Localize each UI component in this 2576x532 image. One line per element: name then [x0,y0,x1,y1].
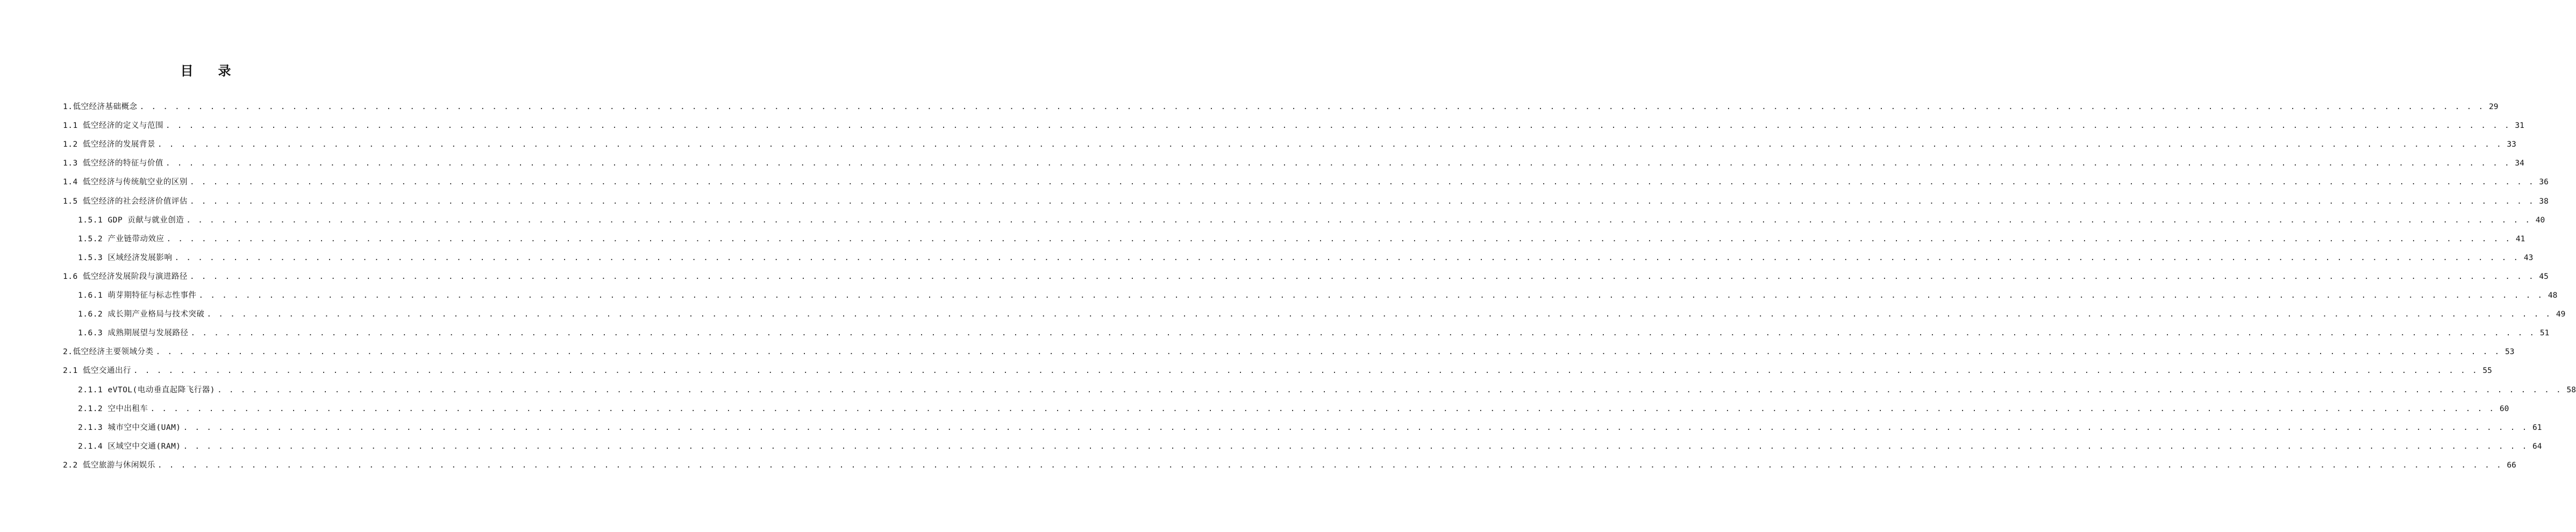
toc-title [0,60,411,79]
toc-entry[interactable] [63,176,2549,188]
toc-entry[interactable] [78,233,2525,245]
toc-entry-page-number: 41 [2515,234,2525,243]
toc-leader-dots: . . . . . . . . . . . . . . . . . . . . . . . . . . . . . . . . . . . . . . . . . . . . . . . . . . . . . . . . . . . . . . . . . . . . . . . . . . . . . . . . . . . . . . . . . . . . . . . . . . . . . . . . . . . . . . . . . . . . . . . . . . . . . . . . . . . . . . . . . . . . . . . . . . . . . . . . . . . . . . . . . . . . . . . . . . . . . . . . . . . . . . . . . . . . . . . . . . . . . . . . [155,348,2501,357]
toc-entry[interactable] [63,459,2516,471]
toc-entry-page-number: 43 [2523,253,2534,262]
toc-entry-page-number: 29 [2488,103,2499,111]
toc-leader-dots: . . . . . . . . . . . . . . . . . . . . . . . . . . . . . . . . . . . . . . . . . . . . . . . . . . . . . . . . . . . . . . . . . . . . . . . . . . . . . . . . . . . . . . . . . . . . . . . . . . . . . . . . . . . . . . . . . . . . . . . . . . . . . . . . . . . . . . . . . . . . . . . . . . . . . . . . . . . . . . . . . . . . . . . . . . . . . . . . . . . . . . . . . . . . . . . . . . . . . . . . [189,197,2535,206]
toc-title-char-2: 录 [218,63,231,78]
toc-entry-label: 1.5.2 产业链带动效应 [78,234,165,243]
toc-entry-page-number: 36 [2539,178,2549,187]
toc-leader-dots: . . . . . . . . . . . . . . . . . . . . . . . . . . . . . . . . . . . . . . . . . . . . . . . . . . . . . . . . . . . . . . . . . . . . . . . . . . . . . . . . . . . . . . . . . . . . . . . . . . . . . . . . . . . . . . . . . . . . . . . . . . . . . . . . . . . . . . . . . . . . . . . . . . . . . . . . . . . . . . . . . . . . . . . . . . . . . . . . . . . . . . . . . . . . . . . . . . . . . . . . [189,272,2535,281]
toc-entry-label: 1.4 低空经济与传统航空业的区别 [63,178,188,187]
toc-entry[interactable] [78,308,2566,320]
toc-entry-page-number: 48 [2548,291,2558,300]
toc-entry-page-number: 64 [2532,442,2542,451]
toc-entry[interactable] [78,422,2542,434]
toc-leader-dots: . . . . . . . . . . . . . . . . . . . . . . . . . . . . . . . . . . . . . . . . . . . . . . . . . . . . . . . . . . . . . . . . . . . . . . . . . . . . . . . . . . . . . . . . . . . . . . . . . . . . . . . . . . . . . . . . . . . . . . . . . . . . . . . . . . . . . . . . . . . . . . . . . . . . . . . . . . . . . . . . . . . . . . . . . . . . . . . . . . . . . . . . . . . . . . . . . . . . . . . . [206,310,2552,319]
toc-leader-dots: . . . . . . . . . . . . . . . . . . . . . . . . . . . . . . . . . . . . . . . . . . . . . . . . . . . . . . . . . . . . . . . . . . . . . . . . . . . . . . . . . . . . . . . . . . . . . . . . . . . . . . . . . . . . . . . . . . . . . . . . . . . . . . . . . . . . . . . . . . . . . . . . . . . . . . . . . . . . . . . . . . . . . . . . . . . . . . . . . . . . . . . . . . . . . . . . . . . . . . . . [150,404,2495,413]
toc-entry-label: 2.1.3 城市空中交通(UAM) [78,423,181,432]
toc-leader-dots: . . . . . . . . . . . . . . . . . . . . . . . . . . . . . . . . . . . . . . . . . . . . . . . . . . . . . . . . . . . . . . . . . . . . . . . . . . . . . . . . . . . . . . . . . . . . . . . . . . . . . . . . . . . . . . . . . . . . . . . . . . . . . . . . . . . . . . . . . . . . . . . . . . . . . . . . . . . . . . . . . . . . . . . . . . . . . . . . . . . . . . . . . . . . . . . . . . . . . . . . [133,366,2478,376]
toc-entry-label: 1.5 低空经济的社会经济价值评估 [63,197,188,206]
toc-entry-page-number: 45 [2539,272,2549,281]
toc-leader-dots: . . . . . . . . . . . . . . . . . . . . . . . . . . . . . . . . . . . . . . . . . . . . . . . . . . . . . . . . . . . . . . . . . . . . . . . . . . . . . . . . . . . . . . . . . . . . . . . . . . . . . . . . . . . . . . . . . . . . . . . . . . . . . . . . . . . . . . . . . . . . . . . . . . . . . . . . . . . . . . . . . . . . . . . . . . . . . . . . . . . . . . . . . . . . . . . . . . . . . . . . [189,178,2535,187]
toc-leader-dots: . . . . . . . . . . . . . . . . . . . . . . . . . . . . . . . . . . . . . . . . . . . . . . . . . . . . . . . . . . . . . . . . . . . . . . . . . . . . . . . . . . . . . . . . . . . . . . . . . . . . . . . . . . . . . . . . . . . . . . . . . . . . . . . . . . . . . . . . . . . . . . . . . . . . . . . . . . . . . . . . . . . . . . . . . . . . . . . . . . . . . . . . . . . . . . . . . . . . . . . . [174,253,2520,262]
toc-entry-label: 1.2 低空经济的发展背景 [63,140,155,149]
toc-entry-label: 1.6.2 成长期产业格局与技术突破 [78,310,205,319]
toc-entry-label: 2.1.1 eVTOL(电动垂直起降飞行器) [78,385,215,394]
toc-entry-page-number: 34 [2515,159,2524,168]
toc-entry-label: 2.1 低空交通出行 [63,366,131,376]
toc-entry-page-number: 31 [2515,121,2524,131]
toc-leader-dots: . . . . . . . . . . . . . . . . . . . . . . . . . . . . . . . . . . . . . . . . . . . . . . . . . . . . . . . . . . . . . . . . . . . . . . . . . . . . . . . . . . . . . . . . . . . . . . . . . . . . . . . . . . . . . . . . . . . . . . . . . . . . . . . . . . . . . . . . . . . . . . . . . . . . . . . . . . . . . . . . . . . . . . . . . . . . . . . . . . . . . . . . . . . . . . . . . . . . . . . . [157,140,2502,149]
toc-leader-dots: . . . . . . . . . . . . . . . . . . . . . . . . . . . . . . . . . . . . . . . . . . . . . . . . . . . . . . . . . . . . . . . . . . . . . . . . . . . . . . . . . . . . . . . . . . . . . . . . . . . . . . . . . . . . . . . . . . . . . . . . . . . . . . . . . . . . . . . . . . . . . . . . . . . . . . . . . . . . . . . . . . . . . . . . . . . . . . . . . . . . . . . . . . . . . . . . . . . . . . . . [190,329,2536,338]
toc-entry-label: 1.5.1 GDP 贡献与就业创造 [78,215,184,225]
toc-entry-label: 1.3 低空经济的特征与价值 [63,159,163,168]
toc-entry[interactable] [63,365,2492,377]
toc-entry-label: 2.低空经济主要领域分类 [63,348,154,357]
toc-entry[interactable] [63,271,2549,283]
toc-leader-dots: . . . . . . . . . . . . . . . . . . . . . . . . . . . . . . . . . . . . . . . . . . . . . . . . . . . . . . . . . . . . . . . . . . . . . . . . . . . . . . . . . . . . . . . . . . . . . . . . . . . . . . . . . . . . . . . . . . . . . . . . . . . . . . . . . . . . . . . . . . . . . . . . . . . . . . . . . . . . . . . . . . . . . . . . . . . . . . . . . . . . . . . . . . . . . . . . . . . . . . . . [198,291,2544,300]
toc-leader-dots: . . . . . . . . . . . . . . . . . . . . . . . . . . . . . . . . . . . . . . . . . . . . . . . . . . . . . . . . . . . . . . . . . . . . . . . . . . . . . . . . . . . . . . . . . . . . . . . . . . . . . . . . . . . . . . . . . . . . . . . . . . . . . . . . . . . . . . . . . . . . . . . . . . . . . . . . . . . . . . . . . . . . . . . . . . . . . . . . . . . . . . . . . . . . . . . . . . . . . . . . [166,234,2511,243]
toc-entry[interactable] [63,346,2515,358]
toc-title-char-1: 目 [180,63,194,78]
toc-entry[interactable] [78,252,2534,264]
toc-entry[interactable] [63,196,2549,207]
toc-leader-dots: . . . . . . . . . . . . . . . . . . . . . . . . . . . . . . . . . . . . . . . . . . . . . . . . . . . . . . . . . . . . . . . . . . . . . . . . . . . . . . . . . . . . . . . . . . . . . . . . . . . . . . . . . . . . . . . . . . . . . . . . . . . . . . . . . . . . . . . . . . . . . . . . . . . . . . . . . . . . . . . . . . . . . . . . . . . . . . . . . . . . . . . . . . . . . . . . . . . . . . . . [139,103,2485,111]
toc-entry-label: 1.6 低空经济发展阶段与演进路径 [63,272,188,281]
toc-entry[interactable] [78,403,2509,415]
toc-entry-label: 1.6.3 成熟期展望与发展路径 [78,329,189,338]
toc-entry-page-number: 49 [2556,310,2566,319]
toc-entry-label: 2.2 低空旅游与休闲娱乐 [63,461,155,470]
toc-leader-dots: . . . . . . . . . . . . . . . . . . . . . . . . . . . . . . . . . . . . . . . . . . . . . . . . . . . . . . . . . . . . . . . . . . . . . . . . . . . . . . . . . . . . . . . . . . . . . . . . . . . . . . . . . . . . . . . . . . . . . . . . . . . . . . . . . . . . . . . . . . . . . . . . . . . . . . . . . . . . . . . . . . . . . . . . . . . . . . . . . . . . . . . . . . . . . . . . . . . . . . . . [165,121,2510,131]
toc-entry-label: 2.1.4 区域空中交通(RAM) [78,442,181,451]
toc-leader-dots: . . . . . . . . . . . . . . . . . . . . . . . . . . . . . . . . . . . . . . . . . . . . . . . . . . . . . . . . . . . . . . . . . . . . . . . . . . . . . . . . . . . . . . . . . . . . . . . . . . . . . . . . . . . . . . . . . . . . . . . . . . . . . . . . . . . . . . . . . . . . . . . . . . . . . . . . . . . . . . . . . . . . . . . . . . . . . . . . . . . . . . . . . . . . . . . . . . . . . . . . [157,461,2502,470]
toc-entry[interactable] [78,441,2542,452]
toc-entry[interactable] [78,214,2545,226]
toc-entry[interactable] [78,290,2558,301]
toc-entry-label: 1.1 低空经济的定义与范围 [63,121,163,131]
toc-entry-label: 2.1.2 空中出租车 [78,404,148,413]
toc-leader-dots: . . . . . . . . . . . . . . . . . . . . . . . . . . . . . . . . . . . . . . . . . . . . . . . . . . . . . . . . . . . . . . . . . . . . . . . . . . . . . . . . . . . . . . . . . . . . . . . . . . . . . . . . . . . . . . . . . . . . . . . . . . . . . . . . . . . . . . . . . . . . . . . . . . . . . . . . . . . . . . . . . . . . . . . . . . . . . . . . . . . . . . . . . . . . . . . . . . . . . . . . [186,215,2531,225]
toc-entry-page-number: 38 [2539,197,2549,206]
toc-entry-label: 1.低空经济基础概念 [63,103,138,111]
toc-leader-dots: . . . . . . . . . . . . . . . . . . . . . . . . . . . . . . . . . . . . . . . . . . . . . . . . . . . . . . . . . . . . . . . . . . . . . . . . . . . . . . . . . . . . . . . . . . . . . . . . . . . . . . . . . . . . . . . . . . . . . . . . . . . . . . . . . . . . . . . . . . . . . . . . . . . . . . . . . . . . . . . . . . . . . . . . . . . . . . . . . . . . . . . . . . . . . . . . . . . . . . . . [165,159,2510,168]
toc-entry-page-number: 58 [2566,385,2576,394]
toc-entry-page-number: 51 [2539,329,2550,338]
toc-entry-label: 1.5.3 区域经济发展影响 [78,253,173,262]
toc-entry[interactable] [78,327,2550,339]
toc-entry[interactable] [78,384,2576,396]
toc-entry-page-number: 40 [2535,215,2545,225]
toc-leader-dots: . . . . . . . . . . . . . . . . . . . . . . . . . . . . . . . . . . . . . . . . . . . . . . . . . . . . . . . . . . . . . . . . . . . . . . . . . . . . . . . . . . . . . . . . . . . . . . . . . . . . . . . . . . . . . . . . . . . . . . . . . . . . . . . . . . . . . . . . . . . . . . . . . . . . . . . . . . . . . . . . . . . . . . . . . . . . . . . . . . . . . . . . . . . . . . . . . . . . . . . . [183,442,2528,451]
toc-entry[interactable] [63,120,2524,132]
toc-entry-page-number: 33 [2507,140,2516,149]
toc-entry[interactable] [63,101,2499,113]
toc-entry-label: 1.6.1 萌芽期特征与标志性事件 [78,291,197,300]
toc-leader-dots: . . . . . . . . . . . . . . . . . . . . . . . . . . . . . . . . . . . . . . . . . . . . . . . . . . . . . . . . . . . . . . . . . . . . . . . . . . . . . . . . . . . . . . . . . . . . . . . . . . . . . . . . . . . . . . . . . . . . . . . . . . . . . . . . . . . . . . . . . . . . . . . . . . . . . . . . . . . . . . . . . . . . . . . . . . . . . . . . . . . . . . . . . . . . . . . . . . . . . . . . [217,385,2562,394]
toc-entry-page-number: 55 [2482,366,2492,376]
toc-entry-page-number: 53 [2504,348,2515,357]
toc-entry-page-number: 60 [2499,404,2509,413]
toc-leader-dots: . . . . . . . . . . . . . . . . . . . . . . . . . . . . . . . . . . . . . . . . . . . . . . . . . . . . . . . . . . . . . . . . . . . . . . . . . . . . . . . . . . . . . . . . . . . . . . . . . . . . . . . . . . . . . . . . . . . . . . . . . . . . . . . . . . . . . . . . . . . . . . . . . . . . . . . . . . . . . . . . . . . . . . . . . . . . . . . . . . . . . . . . . . . . . . . . . . . . . . . . [183,423,2528,432]
toc-entry[interactable] [63,157,2524,169]
toc-entry-page-number: 61 [2532,423,2542,432]
toc-entry[interactable] [63,139,2516,150]
toc-entry-page-number: 66 [2507,461,2516,470]
